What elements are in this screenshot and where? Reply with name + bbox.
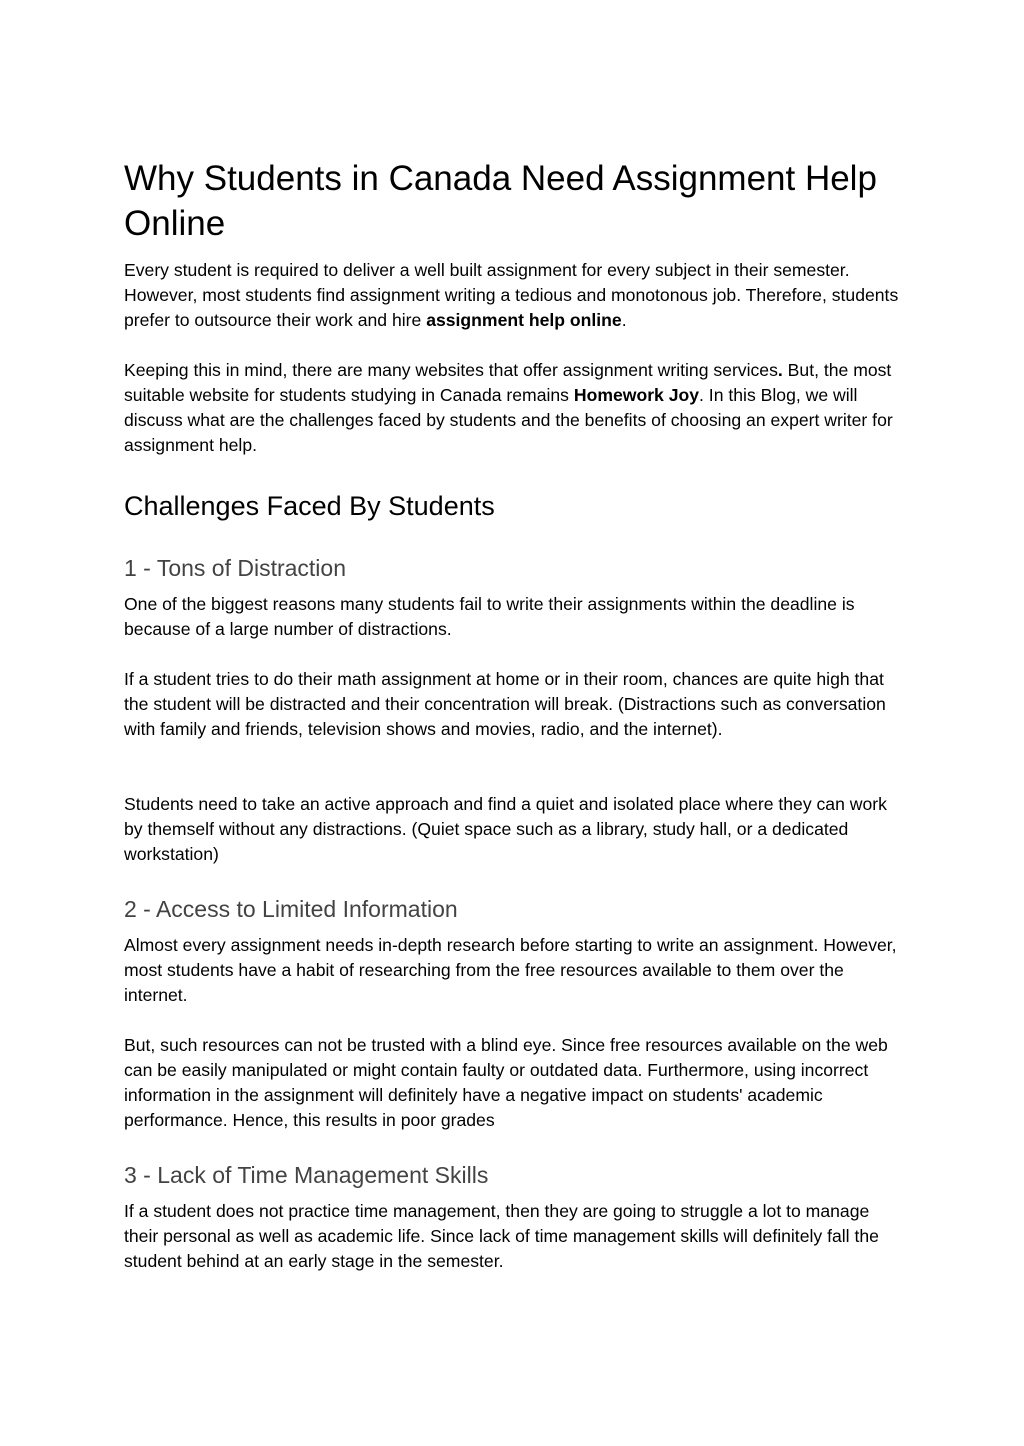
intro-text: . bbox=[621, 310, 627, 330]
paragraph: One of the biggest reasons many students fail to write their assignments within the deadline is because of a large number of distractions. bbox=[124, 594, 855, 639]
intro-text: . In this Blog, we will discuss what are the challenges faced by students and the benefits of choosing an expert writer for assignment help. bbox=[124, 385, 893, 455]
subheading-distraction: 1 - Tons of Distraction bbox=[124, 555, 347, 581]
paragraph: If a student tries to do their math assignment at home or in their room, chances are quite high that the student will be distracted and their concentration will break. (Distractions such as conversation with family and friends, television shows and movies, radio, and the internet). bbox=[124, 669, 886, 739]
bold-phrase-assignment-help: assignment help online bbox=[426, 310, 622, 330]
subheading-time-management: 3 - Lack of Time Management Skills bbox=[124, 1162, 489, 1188]
bold-period: . bbox=[777, 360, 783, 380]
subheading-limited-information: 2 - Access to Limited Information bbox=[124, 896, 458, 922]
paragraph: Almost every assignment needs in-depth research before starting to write an assignment. However, most students have a habit of researching from the free resources available to them over the internet. bbox=[124, 935, 897, 1005]
bold-phrase-homework-joy: Homework Joy bbox=[573, 385, 700, 405]
paragraph: But, such resources can not be trusted with a blind eye. Since free resources available on the web can be easily manipulated or might contain faulty or outdated data. Furthermore, using incorrect information in the assignment will definitely have a negative impact on students' academic performance. Hence, this results in poor grades bbox=[124, 1035, 888, 1130]
intro-text: Keeping this in mind, there are many websites that offer assignment writing services bbox=[124, 360, 778, 380]
intro-paragraph-1 bbox=[124, 258, 904, 333]
intro-text: But, the most suitable website for students studying in Canada remains bbox=[124, 360, 892, 405]
intro-paragraph-2 bbox=[124, 358, 904, 458]
paragraph: If a student does not practice time management, then they are going to struggle a lot to manage their personal as well as academic life. Since lack of time management skills will definitely fall the student behind at an early stage in the semester. bbox=[124, 1201, 879, 1271]
intro-text: Every student is required to deliver a well built assignment for every subject in their semester. However, most students find assignment writing a tedious and monotonous job. Therefore, students prefer to outsource their work and hire bbox=[124, 260, 899, 330]
document-title: Why Students in Canada Need Assignment Help Online bbox=[124, 159, 877, 243]
section-heading-challenges: Challenges Faced By Students bbox=[124, 491, 495, 521]
paragraph: Students need to take an active approach and find a quiet and isolated place where they can work by themself without any distractions. (Quiet space such as a library, study hall, or a dedicated workstation) bbox=[124, 794, 887, 864]
